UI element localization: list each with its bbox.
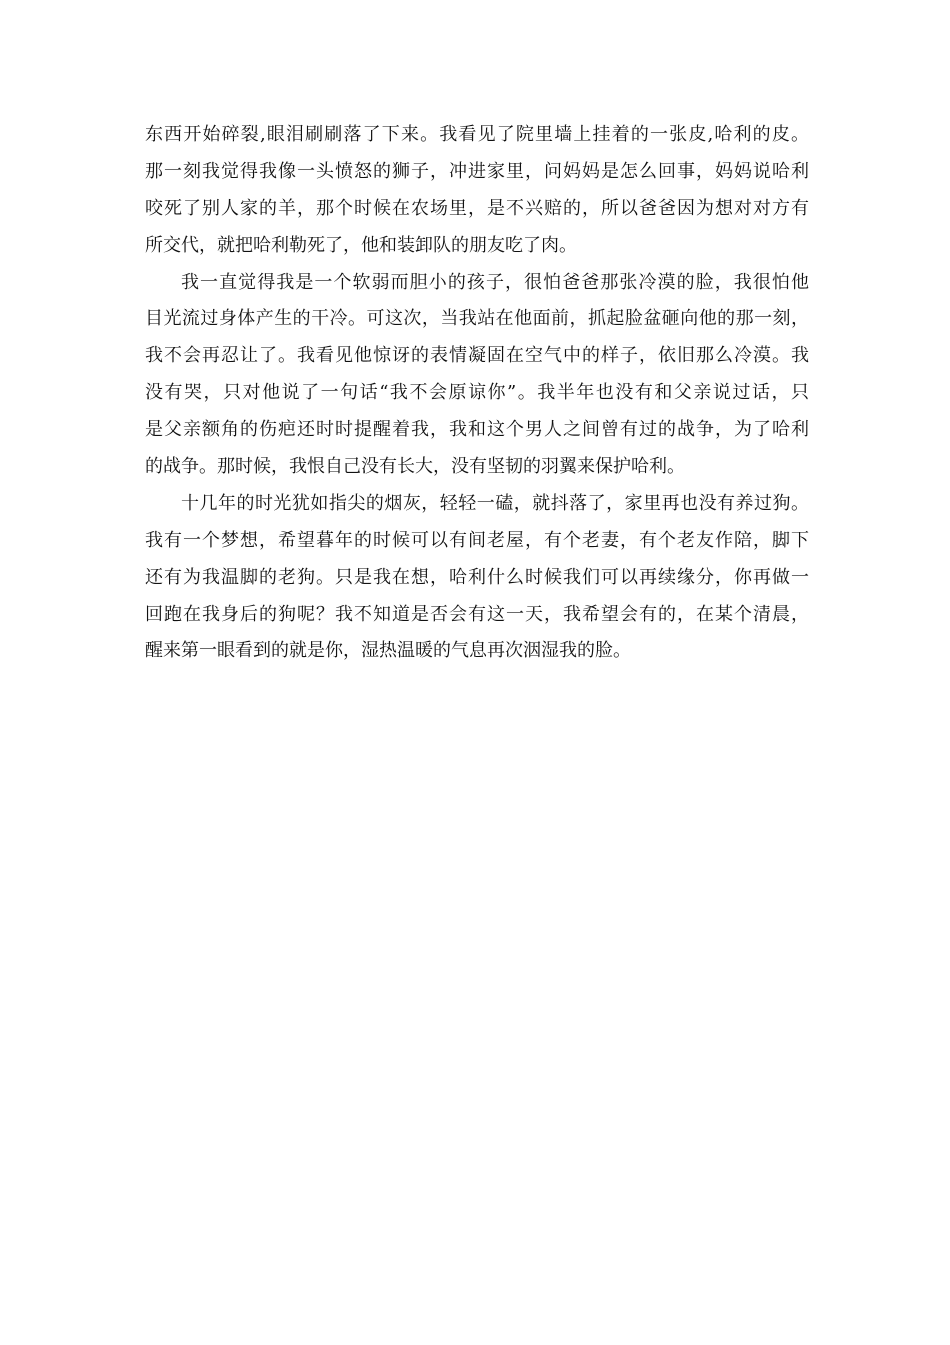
text-line: 我不会再忍让了。我看见他惊讶的表情凝固在空气中的样子，依旧那么冷漠。我 (145, 345, 809, 367)
paragraph-first-line: 我一直觉得我是一个软弱而胆小的孩子，很怕爸爸那张冷漠的脸，我很怕他 (181, 271, 809, 293)
text-line: 回跑在我身后的狗呢？我不知道是否会有这一天，我希望会有的，在某个清晨， (145, 603, 809, 625)
text-line: 还有为我温脚的老狗。只是我在想，哈利什么时候我们可以再续缘分，你再做一 (145, 566, 809, 588)
text-line: 那一刻我觉得我像一头愤怒的狮子，冲进家里，问妈妈是怎么回事，妈妈说哈利 (145, 160, 809, 182)
text-line: 咬死了别人家的羊，那个时候在农场里，是不兴赔的，所以爸爸因为想对对方有 (145, 197, 809, 219)
text-line: 是父亲额角的伤疤还时时提醒着我，我和这个男人之间曾有过的战争，为了哈利 (145, 419, 809, 441)
text-line: 东西开始碎裂,眼泪刷刷落了下来。我看见了院里墙上挂着的一张皮,哈利的皮。 (145, 124, 809, 145)
text-line: 目光流过身体产生的干冷。可这次，当我站在他面前，抓起脸盆砸向他的那一刻， (145, 308, 809, 330)
paragraph-end-line: 的战争。那时候，我恨自己没有长大，没有坚韧的羽翼来保护哈利。 (145, 456, 685, 478)
text-line: 没有哭，只对他说了一句话“我不会原谅你”。我半年也没有和父亲说过话，只 (145, 382, 809, 404)
body-text (145, 117, 809, 670)
paragraph-first-line: 十几年的时光犹如指尖的烟灰，轻轻一磕，就抖落了，家里再也没有养过狗。 (181, 492, 809, 514)
paragraph-end-line: 醒来第一眼看到的就是你，湿热温暖的气息再次洇湿我的脸。 (145, 640, 631, 662)
text-line: 我有一个梦想，希望暮年的时候可以有间老屋，有个老妻，有个老友作陪，脚下 (145, 529, 809, 551)
paragraph-end-line: 所交代，就把哈利勒死了，他和装卸队的朋友吃了肉。 (145, 234, 577, 256)
